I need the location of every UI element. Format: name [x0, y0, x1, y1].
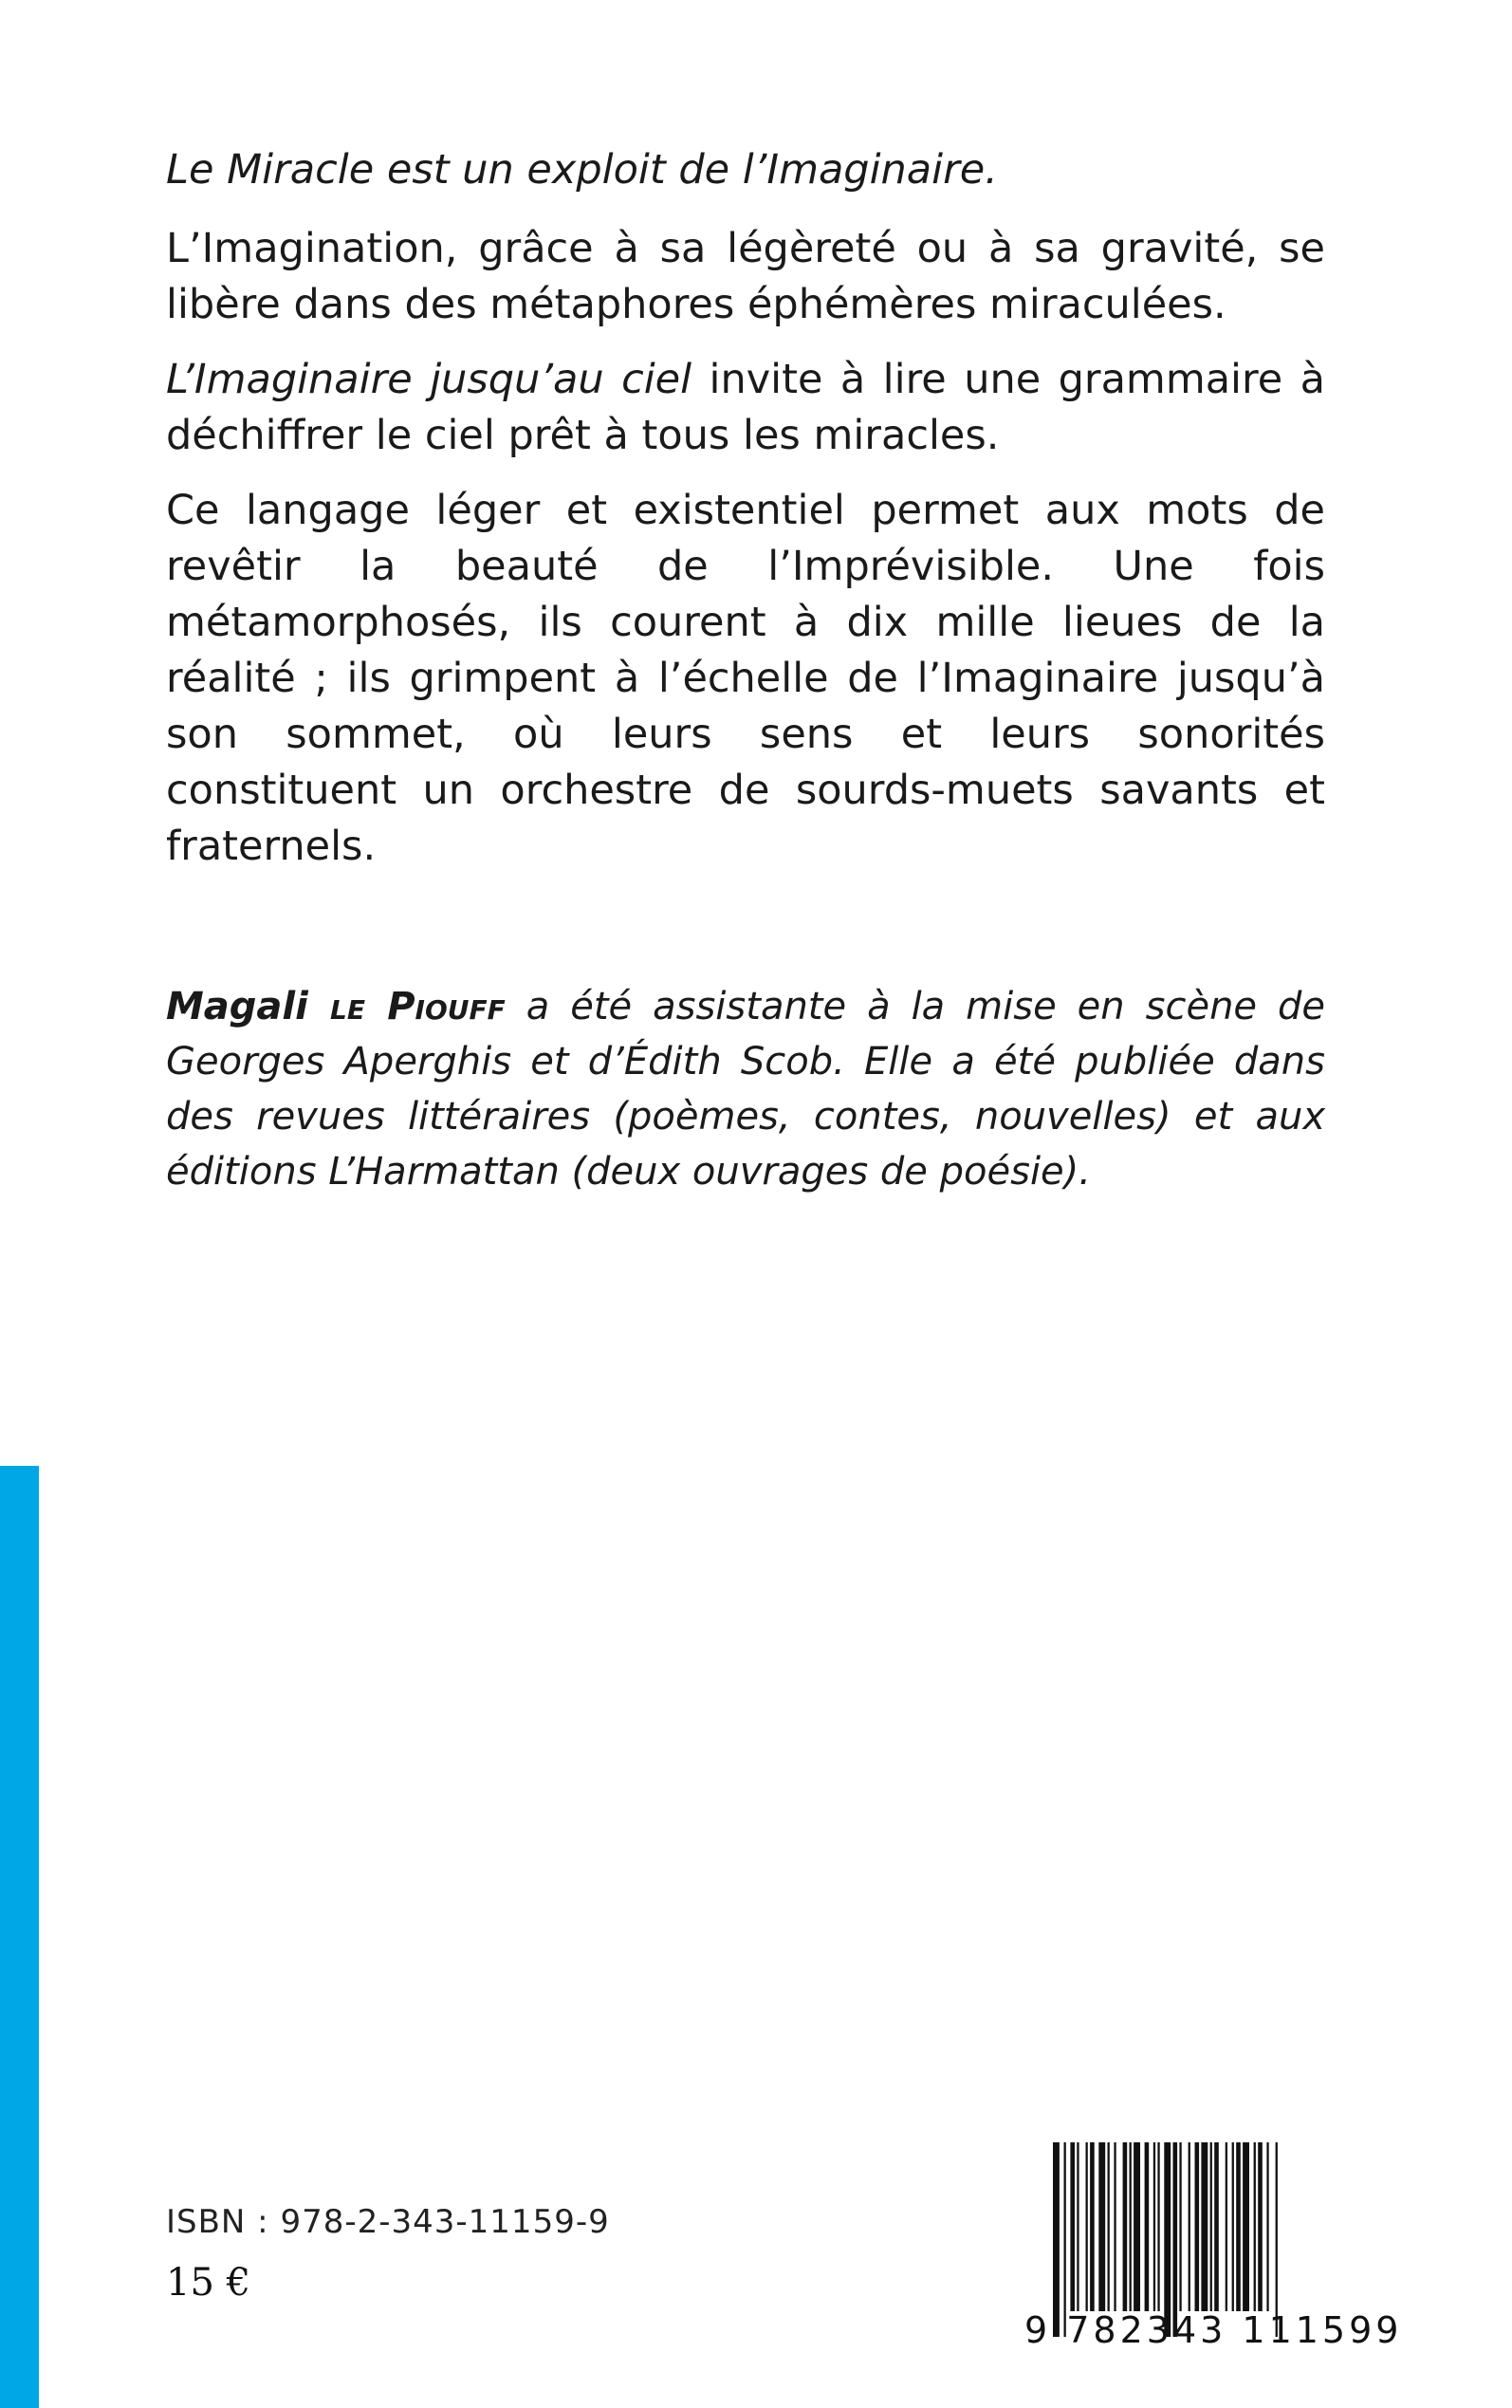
barcode-number: 9 782343 111599: [1024, 2309, 1403, 2351]
barcode-bar: [1236, 2142, 1241, 2311]
barcode-bar: [1123, 2142, 1128, 2311]
barcode-bar: [1108, 2142, 1110, 2311]
barcode-bar: [1179, 2142, 1181, 2311]
barcode-bar: [1201, 2142, 1208, 2311]
author-last-name: le Piouff: [330, 985, 506, 1028]
blurb-paragraph-2: [166, 352, 1325, 464]
barcode-bar: [1258, 2142, 1263, 2311]
barcode-bar: [1195, 2142, 1200, 2311]
barcode-bar: [1214, 2142, 1219, 2311]
barcode-bar: [1266, 2142, 1268, 2311]
barcode-bar: [1070, 2142, 1075, 2311]
back-cover-blurb: [166, 142, 1325, 894]
barcode-bar: [1210, 2142, 1212, 2311]
barcode-bar: [1173, 2142, 1178, 2337]
barcode-bar: [1134, 2142, 1140, 2311]
barcode-bar: [1130, 2142, 1132, 2311]
barcode-bar: [1064, 2142, 1066, 2337]
barcode-bar: [1164, 2142, 1171, 2337]
barcode-bar: [1153, 2142, 1155, 2311]
isbn-label: ISBN : 978-2-343-11159-9: [166, 2203, 610, 2241]
blurb-tagline: Le Miracle est un exploit de l’Imaginaire.: [166, 146, 998, 194]
blurb-paragraph-1: L’Imagination, grâce à sa légèreté ou à sa gravité, se libère dans des métaphores éphémères miraculées.: [166, 225, 1325, 328]
author-bio-text: a été assistante à la mise en scène de Georges Aperghis et d’Édith Scob. Elle a été publiée dans des revues littéraires (poèmes, contes, nouvelles) et aux éditions L’Harmattan (deux ouvrages de poésie).: [166, 985, 1326, 1194]
barcode-bar: [1053, 2142, 1060, 2337]
barcode-bar: [1086, 2142, 1088, 2311]
barcode-bar: [1090, 2142, 1095, 2311]
barcode-bar: [1098, 2142, 1105, 2311]
barcode-bar: [1077, 2142, 1079, 2311]
barcode-bar: [1243, 2142, 1249, 2311]
barcode-bar: [1254, 2142, 1256, 2311]
accent-side-bar: [0, 1466, 39, 2408]
barcode-bar: [1276, 2142, 1278, 2337]
barcode-bar: [1189, 2142, 1190, 2311]
barcode-bar: [1145, 2142, 1150, 2311]
author-bio: [166, 979, 1325, 1199]
author-first-name: Magali: [166, 985, 331, 1028]
blurb-paragraph-3: Ce langage léger et existentiel permet aux mots de revêtir la beauté de l’Imprévisible. Une fois métamorphosés, ils courent à dix mille lieues de la réalité ; ils grimpent à l’échelle de l’Imaginaire jusqu’à son sommet, où leurs sens et leurs sonorités constituent un orchestre de sourds-muets savants et fraternels.: [166, 487, 1325, 870]
barcode-bar: [1157, 2142, 1159, 2311]
barcode-bar: [1232, 2142, 1234, 2311]
barcode-bar: [1226, 2142, 1227, 2311]
blurb-paragraph-2-text: invite à lire une grammaire à déchiffrer le ciel prêt à tous les miracles.: [166, 356, 1325, 459]
author-name: [166, 985, 506, 1028]
barcode-bar: [1114, 2142, 1116, 2311]
price-label: 15 €: [166, 2261, 251, 2305]
book-title-reference: L’Imaginaire jusqu’au ciel: [166, 356, 692, 403]
